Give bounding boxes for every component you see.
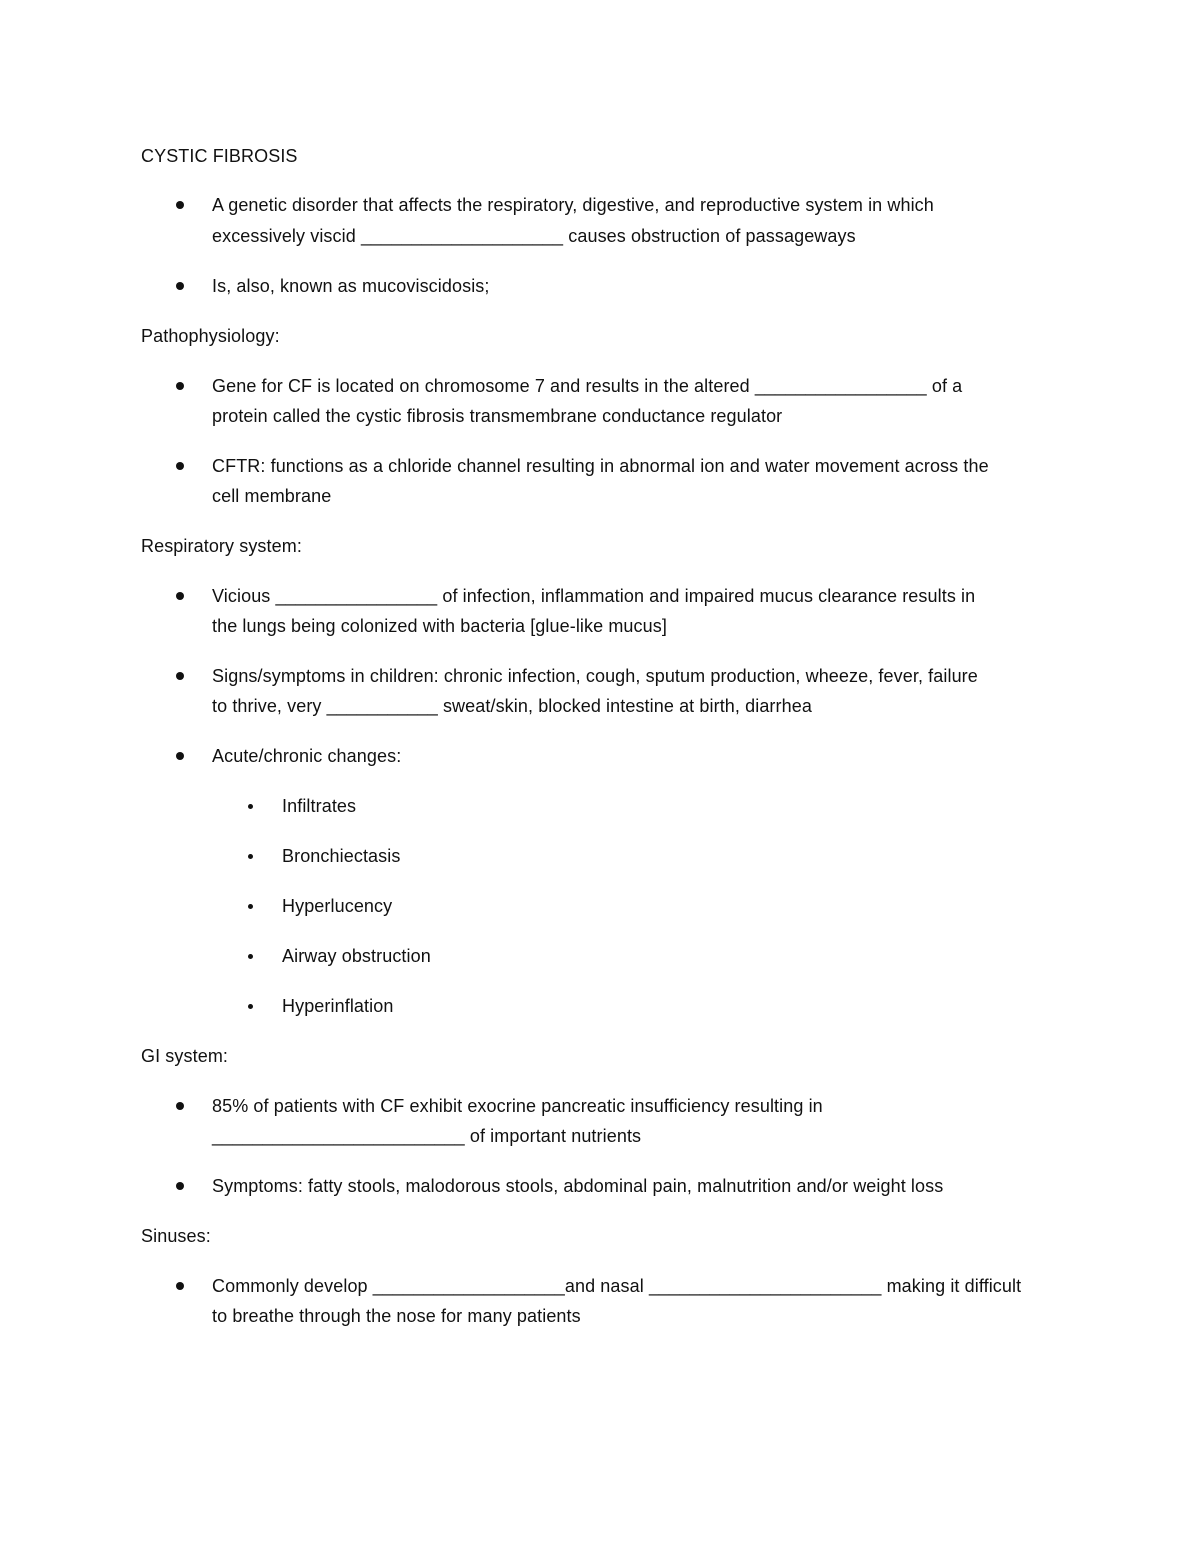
sinuses-bullet-1-line-2: to breathe through the nose for many patients bbox=[212, 1306, 581, 1326]
sub-bullet-icon bbox=[248, 904, 253, 909]
resp-bullet-1-line-1: Vicious ________________ of infection, inflammation and impaired mucus clearance results in bbox=[212, 586, 976, 606]
patho-bullet-2-line-1: CFTR: functions as a chloride channel resulting in abnormal ion and water movement across the bbox=[212, 456, 989, 476]
bullet-icon bbox=[176, 752, 184, 760]
sub-list-item: Bronchiectasis bbox=[282, 846, 401, 866]
bullet-icon bbox=[176, 1282, 184, 1290]
bullet-icon bbox=[176, 462, 184, 470]
sinuses-bullet-1-line-1: Commonly develop ___________________and nasal _______________________ making it difficult bbox=[212, 1276, 1022, 1296]
section-heading-respiratory: Respiratory system: bbox=[141, 536, 302, 556]
patho-bullet-2-line-2: cell membrane bbox=[212, 486, 332, 506]
sub-list-item: Infiltrates bbox=[282, 796, 357, 816]
sub-list-item: Hyperinflation bbox=[282, 996, 394, 1016]
patho-bullet-1-line-1: Gene for CF is located on chromosome 7 and results in the altered _________________ of a bbox=[212, 376, 963, 396]
bullet-icon bbox=[176, 1102, 184, 1110]
gi-bullet-1-line-2: _________________________ of important nutrients bbox=[212, 1126, 642, 1146]
bullet-icon bbox=[176, 592, 184, 600]
section-heading-gi: GI system: bbox=[141, 1046, 229, 1066]
section-heading-pathophysiology: Pathophysiology: bbox=[141, 326, 280, 346]
sub-bullet-icon bbox=[248, 1004, 253, 1009]
section-heading-sinuses: Sinuses: bbox=[141, 1226, 211, 1246]
sub-list-item: Hyperlucency bbox=[282, 896, 393, 916]
sub-list-item: Airway obstruction bbox=[282, 946, 431, 966]
bullet-icon bbox=[176, 1182, 184, 1190]
resp-bullet-2-line-1: Signs/symptoms in children: chronic infection, cough, sputum production, wheeze, fever, failure bbox=[212, 666, 978, 686]
sub-bullet-icon bbox=[248, 804, 253, 809]
intro-bullet-1-line-2: excessively viscid ____________________ causes obstruction of passageways bbox=[212, 226, 856, 246]
resp-bullet-3: Acute/chronic changes: bbox=[212, 746, 402, 766]
gi-bullet-1-line-1: 85% of patients with CF exhibit exocrine pancreatic insufficiency resulting in bbox=[212, 1096, 823, 1116]
bullet-icon bbox=[176, 382, 184, 390]
gi-bullet-2: Symptoms: fatty stools, malodorous stools, abdominal pain, malnutrition and/or weight loss bbox=[212, 1176, 944, 1196]
resp-bullet-1-line-2: the lungs being colonized with bacteria [glue-like mucus] bbox=[212, 616, 667, 636]
patho-bullet-1-line-2: protein called the cystic fibrosis transmembrane conductance regulator bbox=[212, 406, 783, 426]
bullet-icon bbox=[176, 672, 184, 680]
sub-bullet-icon bbox=[248, 854, 253, 859]
bullet-icon bbox=[176, 201, 184, 209]
bullet-icon bbox=[176, 282, 184, 290]
resp-bullet-2-line-2: to thrive, very ___________ sweat/skin, blocked intestine at birth, diarrhea bbox=[212, 696, 812, 716]
document-title: CYSTIC FIBROSIS bbox=[141, 146, 298, 166]
intro-bullet-2: Is, also, known as mucoviscidosis; bbox=[212, 276, 490, 296]
intro-bullet-1-line-1: A genetic disorder that affects the respiratory, digestive, and reproductive system in which bbox=[212, 195, 934, 215]
sub-bullet-icon bbox=[248, 954, 253, 959]
